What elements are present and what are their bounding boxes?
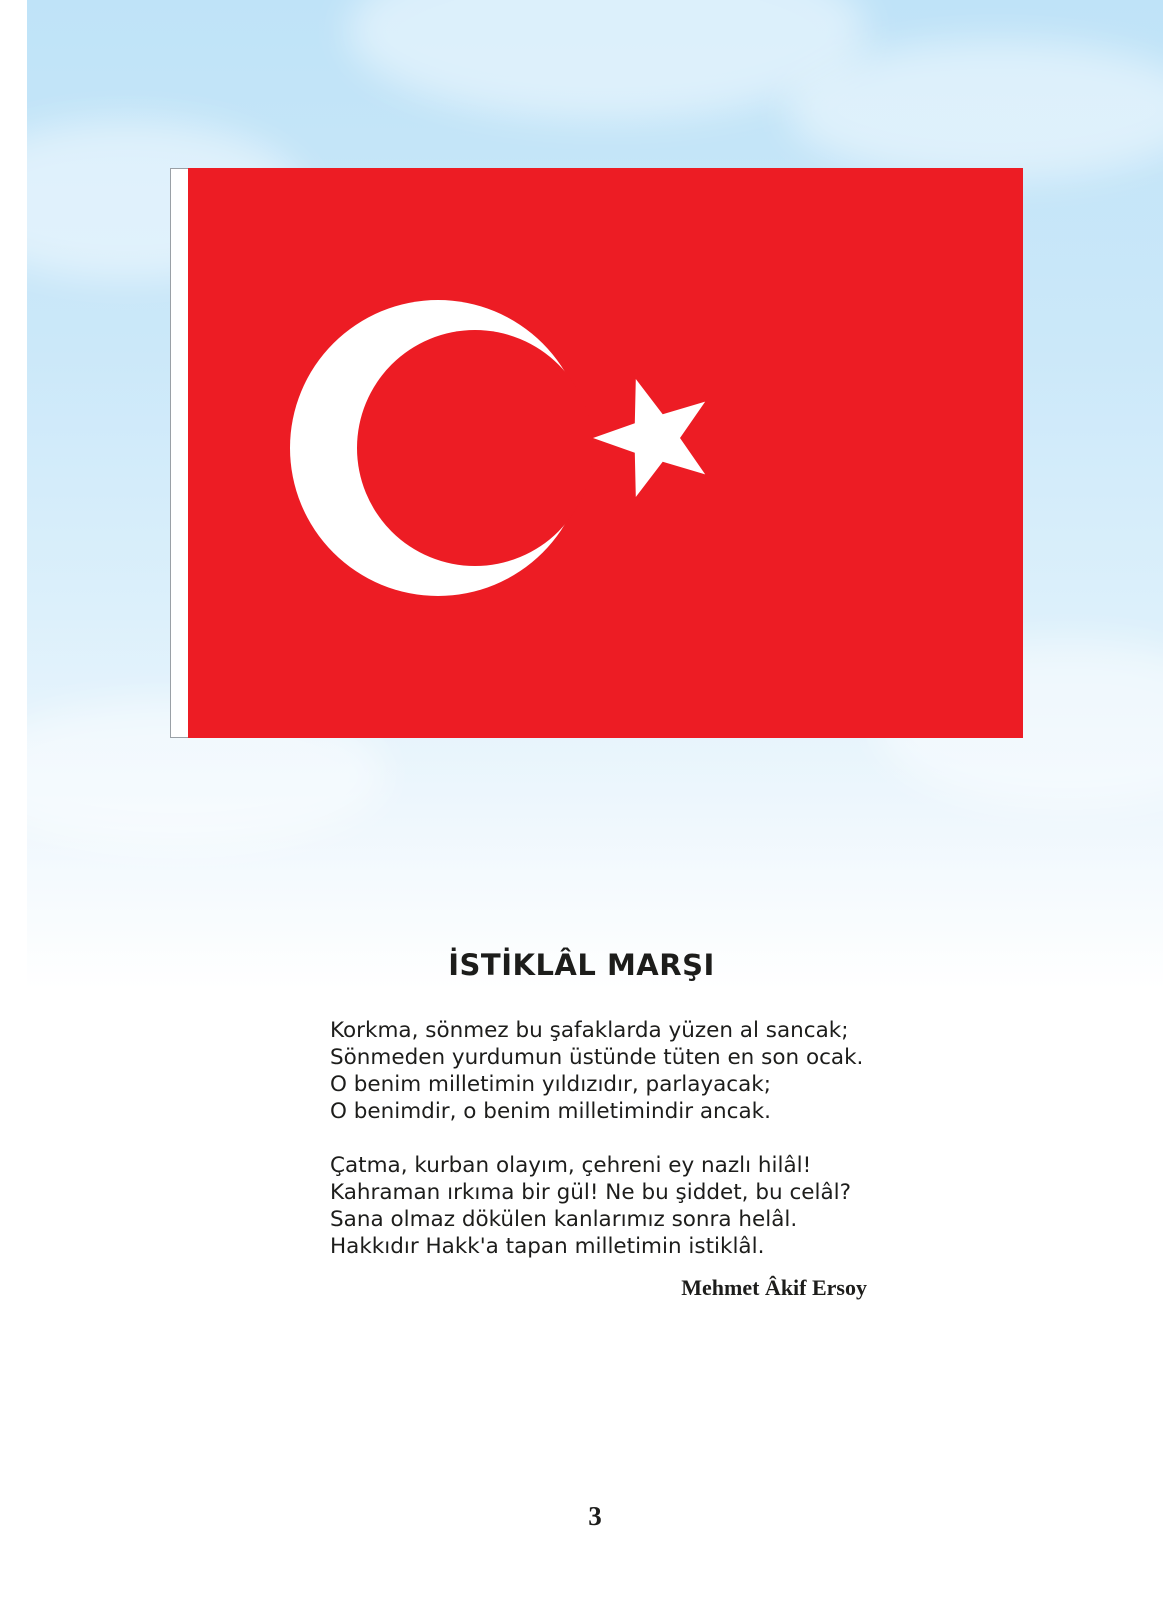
- poem-line: Korkma, sönmez bu şafaklarda yüzen al sancak;: [330, 1018, 849, 1043]
- stanza: [330, 1152, 1050, 1260]
- flag-field: [188, 168, 1023, 738]
- poem: [330, 1017, 1050, 1260]
- stanza: [330, 1017, 1050, 1125]
- poem-line: O benimdir, o benim milletimindir ancak.: [330, 1099, 771, 1124]
- poem-line: Hakkıdır Hakk'a tapan milletimin istiklâl.: [330, 1234, 765, 1259]
- poem-line: Sönmeden yurdumun üstünde tüten en son ocak.: [330, 1045, 864, 1070]
- poem-line: Çatma, kurban olayım, çehreni ey nazlı hilâl!: [330, 1153, 812, 1178]
- stanza-divider: [330, 1125, 1050, 1152]
- page-number: 3: [588, 1501, 602, 1531]
- page-title: İSTİKLÂL MARŞI: [448, 948, 715, 982]
- author-name: Mehmet Âkif Ersoy: [681, 1275, 867, 1300]
- star-icon: [593, 379, 705, 497]
- poem-line: Kahraman ırkıma bir gül! Ne bu şiddet, bu celâl?: [330, 1180, 852, 1205]
- flag-hoist: [170, 168, 188, 738]
- poem-line: Sana olmaz dökülen kanlarımız sonra helâl.: [330, 1207, 798, 1232]
- poem-line: O benim milletimin yıldızıdır, parlayacak;: [330, 1072, 771, 1097]
- turkish-flag: [170, 168, 1023, 738]
- crescent-icon: [290, 300, 593, 596]
- cloud: [787, 40, 1163, 180]
